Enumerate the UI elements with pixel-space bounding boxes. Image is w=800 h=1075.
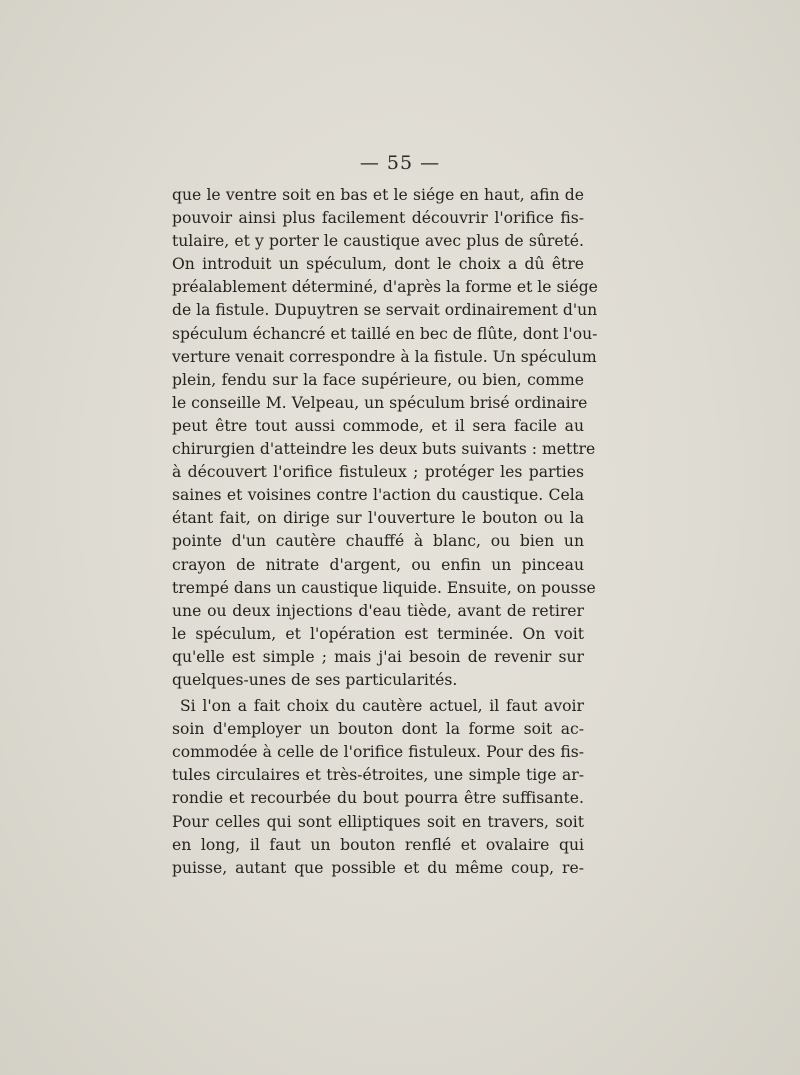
text-line: trempé dans un caustique liquide. Ensuite, on pousse bbox=[172, 578, 596, 597]
text-line: puisse, autant que possible et du même coup, re- bbox=[172, 858, 584, 877]
text-line: crayon de nitrate d'argent, ou enfin un pinceau bbox=[172, 555, 584, 574]
text-line: tules circulaires et très-étroites, une simple tige ar- bbox=[172, 766, 584, 785]
text-line: Pour celles qui sont elliptiques soit en travers, soit bbox=[172, 812, 584, 831]
body-text bbox=[172, 184, 598, 880]
text-line: qu'elle est simple ; mais j'ai besoin de revenir sur bbox=[172, 647, 584, 666]
text-line: tulaire, et y porter le caustique avec plus de sûreté. bbox=[172, 232, 584, 251]
paragraph-1 bbox=[172, 184, 598, 692]
text-line: chirurgien d'atteindre les deux buts suivants : mettre bbox=[172, 440, 596, 459]
text-line: étant fait, on dirige sur l'ouverture le bouton ou la bbox=[172, 509, 584, 528]
text-line: quelques-unes de ses particularités. bbox=[172, 670, 458, 689]
text-line: une ou deux injections d'eau tiède, avant de retirer bbox=[172, 601, 584, 620]
text-line: rondie et recourbée du bout pourra être suffisante. bbox=[172, 789, 584, 808]
paragraph-2 bbox=[172, 695, 584, 880]
text-line: le spéculum, et l'opération est terminée. On voit bbox=[172, 624, 584, 643]
text-line: pointe d'un cautère chauffé à blanc, ou bien un bbox=[172, 532, 584, 551]
text-line: préalablement déterminé, d'après la forme et le siége bbox=[172, 278, 598, 297]
text-line: On introduit un spéculum, dont le choix a dû être bbox=[172, 255, 584, 274]
text-line: saines et voisines contre l'action du caustique. Cela bbox=[172, 486, 584, 505]
text-line: soin d'employer un bouton dont la forme soit ac- bbox=[172, 720, 584, 739]
text-line: peut être tout aussi commode, et il sera facile au bbox=[172, 416, 584, 435]
text-line: en long, il faut un bouton renflé et ovalaire qui bbox=[172, 835, 584, 854]
text-line: pouvoir ainsi plus facilement découvrir l'orifice fis- bbox=[172, 209, 584, 228]
text-line: verture venait correspondre à la fistule. Un spéculum bbox=[172, 347, 597, 366]
text-line: commodée à celle de l'orifice fistuleux. Pour des fis- bbox=[172, 743, 584, 762]
text-line: de la fistule. Dupuytren se servait ordinairement d'un bbox=[172, 301, 598, 320]
page-number: — 55 — bbox=[359, 152, 441, 174]
text-line: le conseille M. Velpeau, un spéculum brisé ordinaire bbox=[172, 393, 588, 412]
text-line: que le ventre soit en bas et le siége en haut, afin de bbox=[172, 186, 584, 204]
text-line: Si l'on a fait choix du cautère actuel, il faut avoir bbox=[180, 697, 584, 716]
text-line: à découvert l'orifice fistuleux ; protéger les parties bbox=[172, 463, 584, 482]
text-line: spéculum échancré et taillé en bec de flûte, dont l'ou- bbox=[172, 324, 598, 343]
text-line: plein, fendu sur la face supérieure, ou bien, comme bbox=[172, 370, 584, 389]
